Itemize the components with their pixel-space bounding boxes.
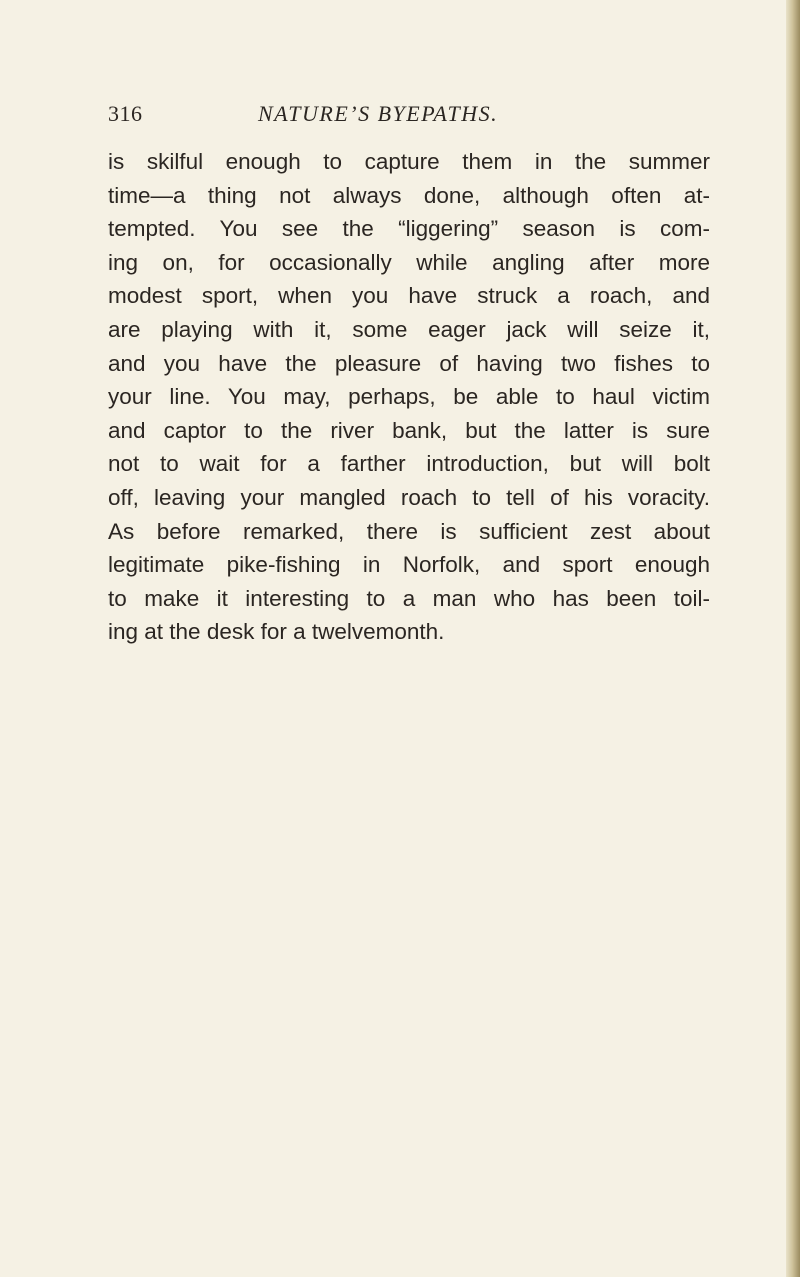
text-line: to make it interesting to a man who has been toil- bbox=[108, 585, 710, 611]
text-line: and captor to the river bank, but the latter is sure bbox=[108, 417, 710, 443]
text-line: ing on, for occasionally while angling after more bbox=[108, 249, 710, 275]
text-line: your line. You may, perhaps, be able to haul victim bbox=[108, 384, 710, 410]
text-line: off, leaving your mangled roach to tell of his voracity. bbox=[108, 484, 710, 510]
text-line: ing at the desk for a twelvemonth. bbox=[108, 619, 445, 645]
page-number: 316 bbox=[108, 101, 143, 126]
text-line: are playing with it, some eager jack will seize it, bbox=[108, 316, 710, 342]
text-line: modest sport, when you have struck a roach, and bbox=[108, 283, 710, 309]
text-line: time—a thing not always done, although often at- bbox=[108, 182, 710, 208]
running-head bbox=[108, 101, 718, 133]
body-paragraph bbox=[108, 145, 710, 649]
running-title: NATURE’S BYEPATHS. bbox=[258, 101, 499, 126]
text-line: As before remarked, there is sufficient zest about bbox=[108, 518, 710, 544]
text-line: legitimate pike-fishing in Norfolk, and sport enough bbox=[108, 552, 710, 578]
text-line: tempted. You see the “liggering” season is com- bbox=[108, 216, 710, 242]
text-line: not to wait for a farther introduction, but will bolt bbox=[108, 451, 710, 477]
text-line: is skilful enough to capture them in the summer bbox=[108, 149, 710, 174]
page-edge bbox=[786, 0, 800, 1277]
text-line: and you have the pleasure of having two fishes to bbox=[108, 350, 710, 376]
